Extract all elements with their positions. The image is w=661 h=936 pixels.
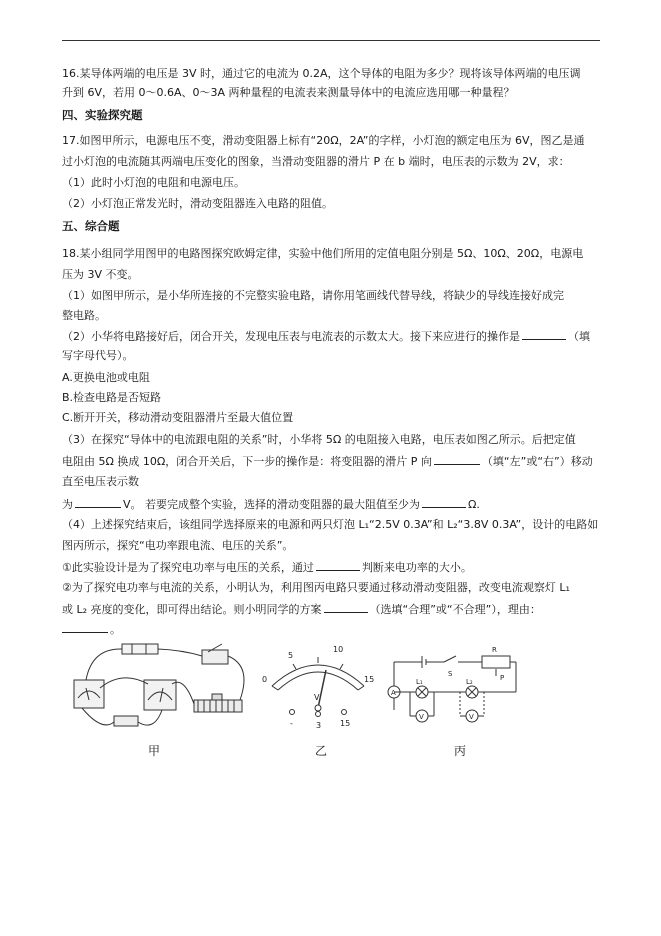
q18-part3-line4: 为 V。 若要完成整个实验，选择的滑动变阻器的最大阻值至少为 Ω.	[62, 498, 480, 511]
q17-line2: 过小灯泡的电流随其两端电压变化的图象，当滑动变阻器的滑片 P 在 b 端时，电压表的示数为 2V，求：	[62, 155, 570, 168]
q17-line1: 17.如图甲所示，电源电压不变，滑动变阻器上标有“20Ω，2A”的字样，小灯泡的额定电压为 6V，图乙是通	[62, 134, 585, 147]
answer-blank[interactable]	[422, 497, 466, 508]
section-5-heading: 五、综合题	[62, 219, 120, 233]
answer-blank[interactable]	[62, 622, 108, 633]
q18-line2: 压为 3V 不变。	[62, 268, 139, 281]
label-voltmeter2: V	[469, 713, 474, 721]
q17-sub1: （1）此时小灯泡的电阻和电源电压。	[62, 176, 245, 189]
option-b: B.检查电路是否短路	[62, 391, 162, 404]
q18-part3-line3: 直至电压表示数	[62, 475, 139, 488]
q16-line1: 16.某导体两端的电压是 3V 时，通过它的电流为 0.2A，这个导体的电阻为多少？现将该导体两端的电压调	[62, 67, 581, 80]
q18-conclusion2-line2: 或 L₂ 亮度的变化，即可得出结论。则小明同学的方案 （选填“合理”或“不合理”），理由：	[62, 603, 541, 616]
figure-row	[62, 640, 602, 760]
q18-part2-line1: （2）小华将电路接好后，闭合开关，发现电压表与电流表的示数太大。接下来应进行的操作是 （填	[62, 330, 590, 343]
caption-yi: 乙	[315, 744, 328, 758]
header-rule	[62, 40, 600, 41]
label-switch: S	[448, 670, 453, 678]
label-ammeter: A	[391, 689, 396, 697]
figure-jia-circuit	[62, 640, 262, 740]
dial-tick-5: 5	[288, 651, 294, 660]
dial-tick-10: 10	[333, 645, 344, 654]
dial-unit: V	[314, 693, 320, 702]
q18-part4-line2: 图丙所示，探究“电功率跟电流、电压的关系”。	[62, 539, 294, 552]
q18-part1-line2: 整电路。	[62, 309, 106, 322]
q18-part2-line2: 写字母代号）。	[62, 349, 134, 362]
terminal-neg: -	[290, 719, 293, 728]
caption-bing: 丙	[454, 744, 467, 758]
dial-tick-0: 0	[262, 675, 268, 684]
label-slider: P	[500, 674, 505, 682]
answer-blank[interactable]	[434, 454, 480, 465]
figure-yi-voltmeter	[258, 640, 378, 740]
q18-conclusion2-line3: 。	[62, 622, 602, 637]
q16-line2: 升到 6V，若用 0～0.6A、0～3A 两种量程的电流表来测量导体中的电流应选用哪一种量程？	[62, 86, 515, 99]
answer-blank[interactable]	[324, 602, 368, 613]
section-4-heading: 四、实验探究题	[62, 108, 143, 122]
label-lamp1: L₁	[416, 678, 423, 686]
answer-blank[interactable]	[75, 497, 121, 508]
answer-blank[interactable]	[522, 329, 566, 340]
dial-tick-15: 15	[364, 675, 375, 684]
q18-part3-line1: （3）在探究“导体中的电流跟电阻的关系”时，小华将 5Ω 的电阻接入电路，电压表如图乙所示。后把定值	[62, 433, 576, 446]
q18-part3-line2: 电阻由 5Ω 换成 10Ω，闭合开关后，下一步的操作是：将变阻器的滑片 P 向 （填“左”或“右”）移动	[62, 455, 593, 468]
q18-part4-line1: （4）上述探究结束后，该组同学选择原来的电源和两只灯泡 L₁“2.5V 0.3A”和 L₂“3.8V 0.3A”，设计的电路如	[62, 518, 599, 531]
option-a: A.更换电池或电阻	[62, 371, 150, 384]
option-c: C.断开开关，移动滑动变阻器滑片至最大值位置	[62, 411, 294, 424]
label-lamp2: L₂	[466, 678, 473, 686]
q18-part1-line1: （1）如图甲所示，是小华所连接的不完整实验电路，请你用笔画线代替导线，将缺少的导线连接好成完	[62, 289, 564, 302]
q18-conclusion1: ①此实验设计是为了探究电功率与电压的关系，通过 判断来电功率的大小。	[62, 561, 472, 574]
caption-jia: 甲	[148, 744, 161, 758]
answer-blank[interactable]	[316, 560, 360, 571]
terminal-15: 15	[340, 719, 351, 728]
label-voltmeter1: V	[419, 713, 424, 721]
label-rheostat: R	[492, 646, 497, 654]
terminal-3: 3	[316, 721, 322, 730]
q18-conclusion2-line1: ②为了探究电功率与电流的关系，小明认为，利用图丙电路只要通过移动滑动变阻器，改变电流观察灯 L₁	[62, 581, 570, 594]
q18-line1: 18.某小组同学用图甲的电路图探究欧姆定律，实验中他们所用的定值电阻分别是 5Ω、10Ω、20Ω，电源电	[62, 247, 584, 260]
q17-sub2: （2）小灯泡正常发光时，滑动变阻器连入电路的阻值。	[62, 197, 333, 210]
figure-bing-circuit	[382, 640, 522, 740]
